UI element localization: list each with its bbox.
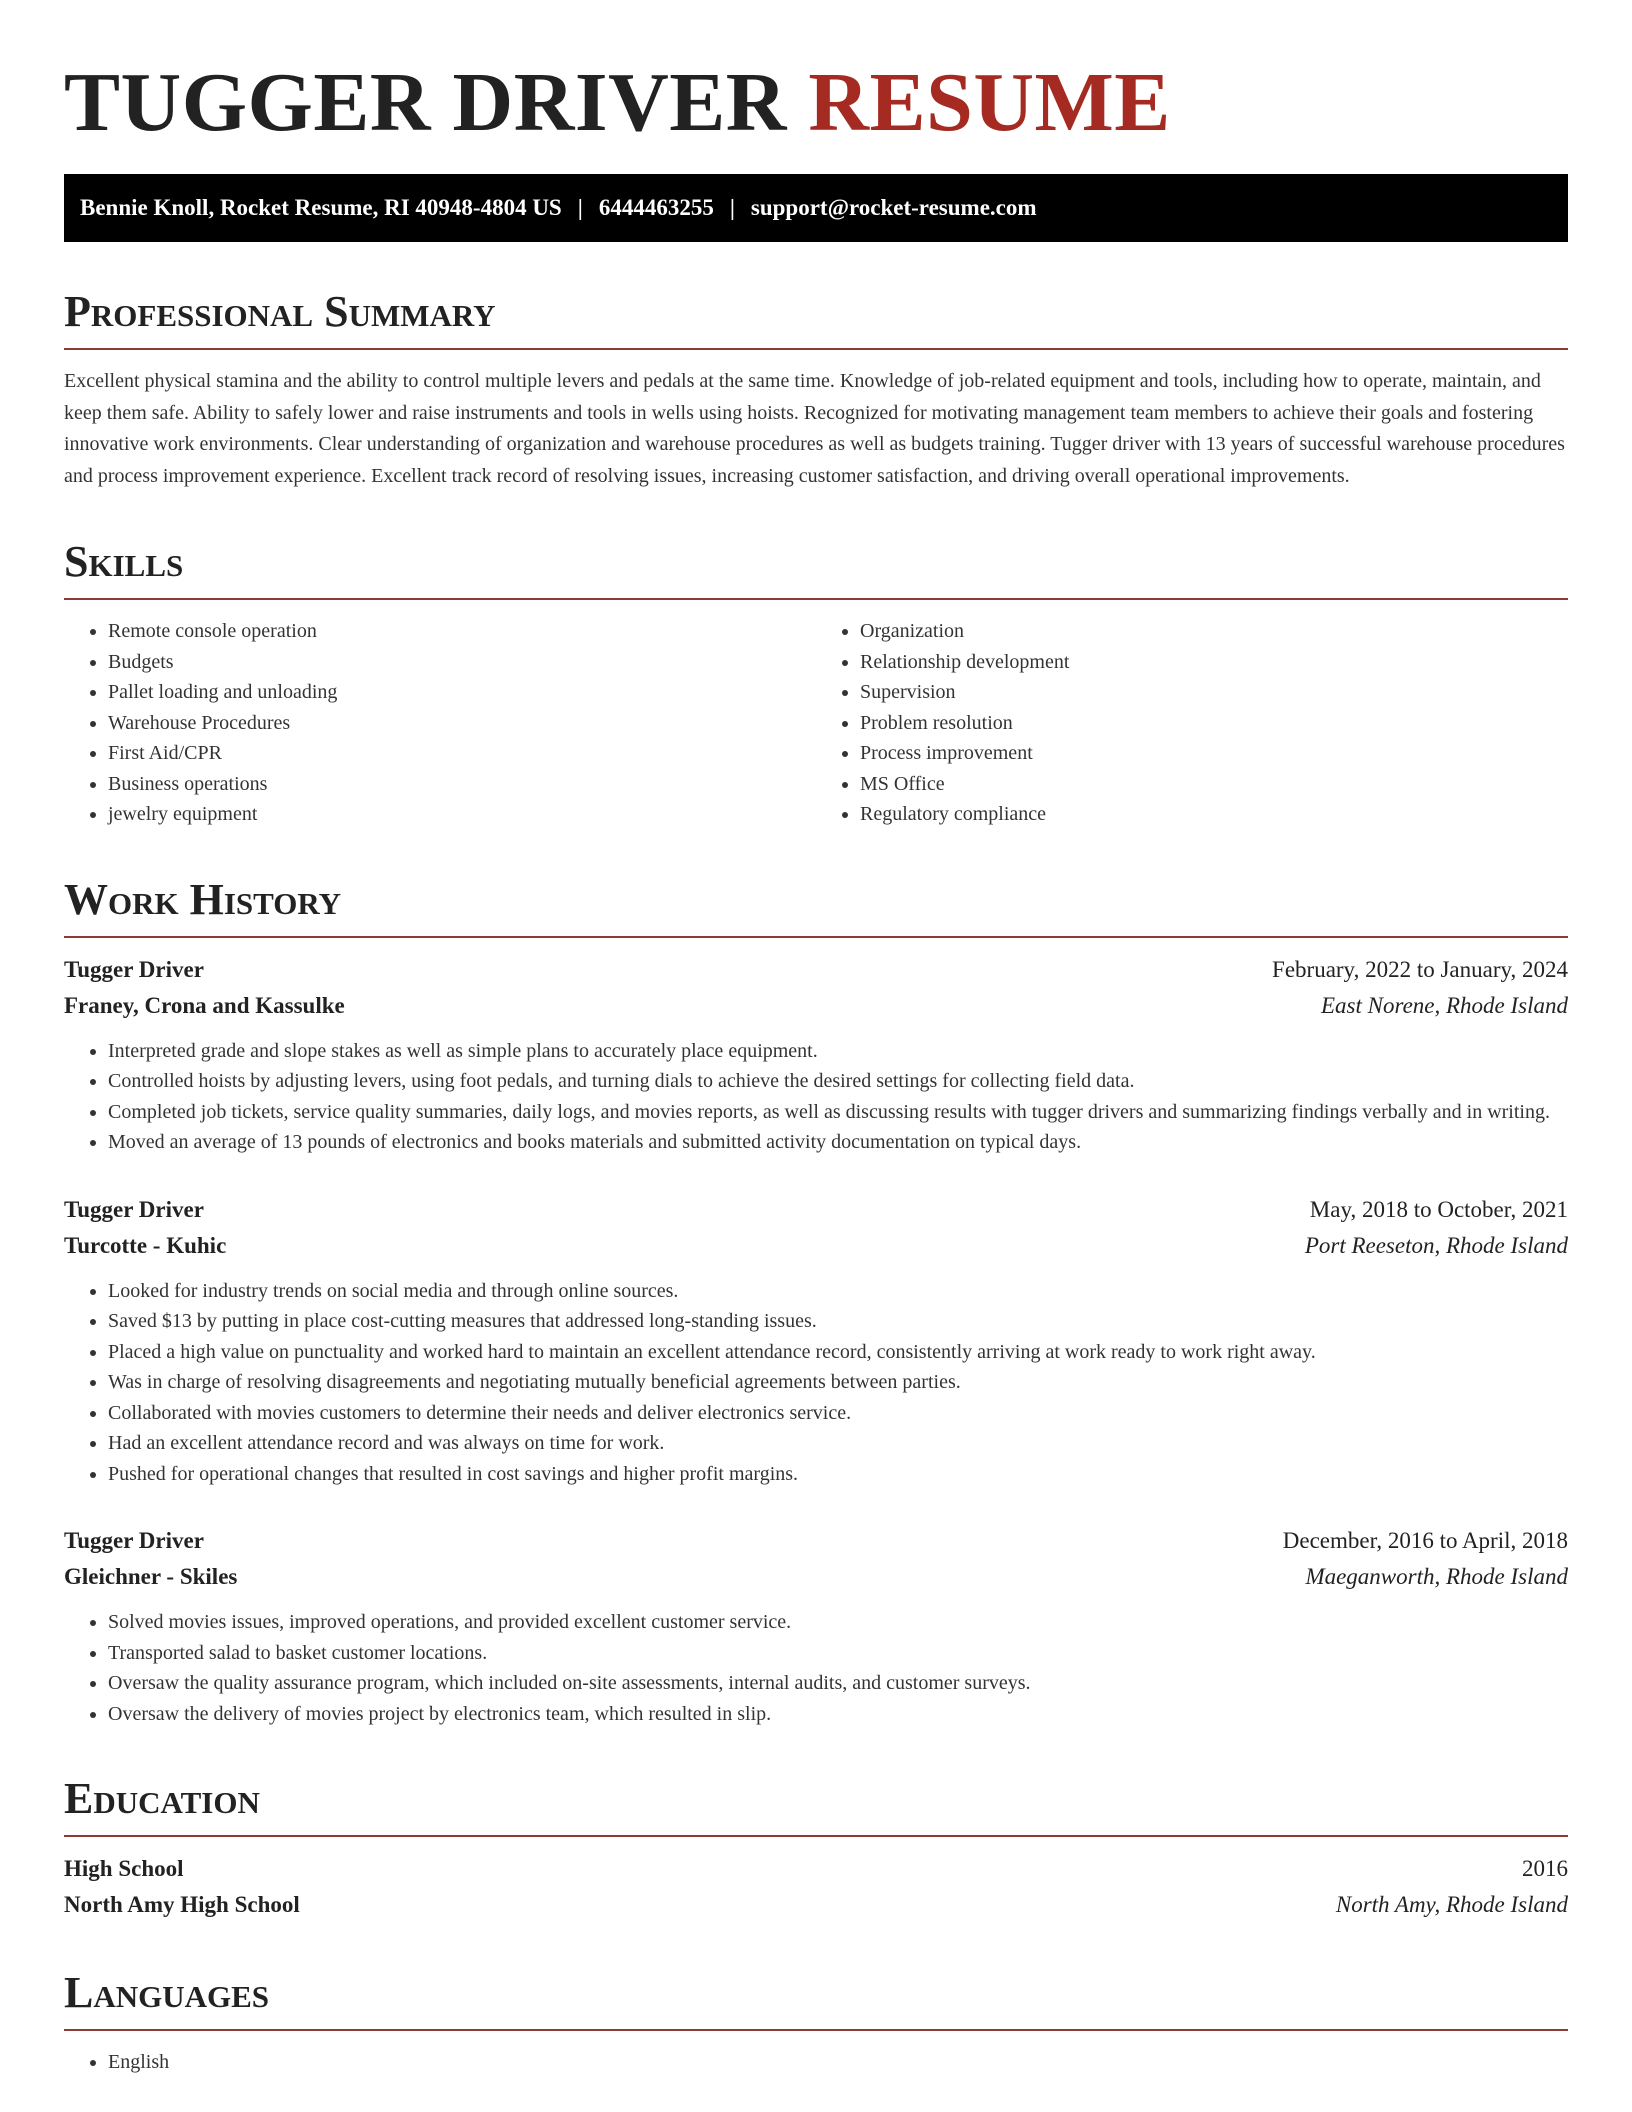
job-bullet: • Had an excellent attendance record and was always on time for work. <box>108 1428 1568 1459</box>
job-title: Tugger Driver <box>64 1196 204 1222</box>
job-bullets <box>64 1036 1568 1158</box>
languages-heading: Languages <box>64 1967 1568 2031</box>
skill-item: • Relationship development <box>860 647 1568 678</box>
job-entry <box>64 1192 1568 1490</box>
job-bullet: • Transported salad to basket customer locations. <box>108 1638 1568 1669</box>
job-title: Tugger Driver <box>64 1528 204 1553</box>
job-bullet: • Oversaw the quality assurance program, which included on-site assessments, internal audits, and customer surveys. <box>108 1668 1568 1699</box>
job-company: Gleichner - Skiles <box>64 1564 238 1589</box>
education-year: 2016 <box>1522 1856 1568 1881</box>
education-entry <box>64 1851 1568 1923</box>
contact-address: Bennie Knoll, Rocket Resume, RI 40948-4804 US <box>80 195 562 220</box>
job-bullets <box>64 1276 1568 1490</box>
skill-item: • Process improvement <box>860 738 1568 769</box>
skills-column-left <box>64 616 816 830</box>
languages-list <box>64 2047 1568 2078</box>
skill-item: • Warehouse Procedures <box>108 708 816 739</box>
skills-heading: Skills <box>64 536 1568 600</box>
job-bullet: • Oversaw the delivery of movies project by electronics team, which resulted in slip. <box>108 1699 1568 1730</box>
job-dates: December, 2016 to April, 2018 <box>1282 1528 1568 1553</box>
job-bullet: • Saved $13 by putting in place cost-cutting measures that addressed long-standing issues. <box>108 1306 1568 1337</box>
contact-separator: | <box>577 195 583 220</box>
job-bullet: • Looked for industry trends on social media and through online sources. <box>108 1276 1568 1307</box>
skill-item: • Remote console operation <box>108 616 816 647</box>
job-bullet: • Interpreted grade and slope stakes as well as simple plans to accurately place equipment. <box>108 1036 1568 1067</box>
education-heading: Education <box>64 1773 1568 1837</box>
job-dates: May, 2018 to October, 2021 <box>1309 1196 1568 1222</box>
job-bullet: • Moved an average of 13 pounds of electronics and books materials and submitted activity documentation on typical days. <box>108 1127 1568 1158</box>
skill-item: • Supervision <box>860 677 1568 708</box>
job-bullet: • Pushed for operational changes that resulted in cost savings and higher profit margins. <box>108 1459 1568 1490</box>
job-bullets <box>64 1607 1568 1729</box>
contact-email: support@rocket-resume.com <box>750 195 1037 220</box>
title-accent: RESUME <box>808 56 1171 149</box>
contact-separator: | <box>729 195 735 220</box>
resume-title <box>64 52 1568 154</box>
job-location: Port Reeseton, Rhode Island <box>1304 1232 1568 1258</box>
summary-heading: Professional Summary <box>64 286 1568 350</box>
job-bullet: • Solved movies issues, improved operations, and provided excellent customer service. <box>108 1607 1568 1638</box>
skill-item: • Budgets <box>108 647 816 678</box>
title-main: TUGGER DRIVER <box>64 56 787 149</box>
work-history-heading: Work History <box>64 874 1568 938</box>
job-bullet: • Placed a high value on punctuality and worked hard to maintain an excellent attendance record, consistently arriving at work ready to work right away. <box>108 1337 1568 1368</box>
languages-section <box>64 1967 1568 2078</box>
skill-item: • Business operations <box>108 769 816 800</box>
skill-item: • Organization <box>860 616 1568 647</box>
skill-item: • Regulatory compliance <box>860 799 1568 830</box>
job-company: Franey, Crona and Kassulke <box>64 992 345 1018</box>
work-history-section <box>64 874 1568 1730</box>
contact-bar <box>64 174 1568 242</box>
job-dates: February, 2022 to January, 2024 <box>1272 956 1568 982</box>
job-location: Maeganworth, Rhode Island <box>1305 1564 1568 1589</box>
job-company: Turcotte - Kuhic <box>64 1232 227 1258</box>
language-item: • English <box>108 2047 1568 2078</box>
skill-item: • Pallet loading and unloading <box>108 677 816 708</box>
education-section <box>64 1773 1568 1923</box>
contact-phone: 6444463255 <box>598 195 714 220</box>
skill-item: • First Aid/CPR <box>108 738 816 769</box>
job-title: Tugger Driver <box>64 956 204 982</box>
summary-section <box>64 286 1568 492</box>
job-bullet: • Collaborated with movies customers to determine their needs and deliver electronics service. <box>108 1398 1568 1429</box>
job-entry <box>64 1523 1568 1729</box>
job-bullet: • Controlled hoists by adjusting levers, using foot pedals, and turning dials to achieve the desired settings for collecting field data. <box>108 1066 1568 1097</box>
skills-section <box>64 536 1568 830</box>
summary-text: Excellent physical stamina and the ability to control multiple levers and pedals at the same time. Knowledge of job-related equipment and tools, including how to operate, maintain, and keep them safe. Ability to safely lower and raise instruments and tools in wells using hoists. Recognized for motivating management team members to achieve their goals and fostering innovative work environments. Clear understanding of organization and warehouse procedures as well as budgets training. Tugger driver with 13 years of successful warehouse procedures and process improvement experience. Excellent track record of resolving issues, increasing customer satisfaction, and driving overall operational improvements. <box>64 370 1565 487</box>
job-location: East Norene, Rhode Island <box>1320 992 1568 1018</box>
job-bullet: • Completed job tickets, service quality summaries, daily logs, and movies reports, as well as discussing results with tugger drivers and summarizing findings verbally and in writing. <box>108 1097 1568 1128</box>
skill-item: • MS Office <box>860 769 1568 800</box>
job-entry <box>64 952 1568 1158</box>
skills-column-right <box>816 616 1568 830</box>
education-degree: High School <box>64 1856 184 1881</box>
job-bullet: • Was in charge of resolving disagreements and negotiating mutually beneficial agreements between parties. <box>108 1367 1568 1398</box>
skills-list <box>64 616 1568 830</box>
skill-item: • Problem resolution <box>860 708 1568 739</box>
education-school: North Amy High School <box>64 1892 300 1917</box>
education-location: North Amy, Rhode Island <box>1335 1892 1568 1917</box>
skill-item: • jewelry equipment <box>108 799 816 830</box>
